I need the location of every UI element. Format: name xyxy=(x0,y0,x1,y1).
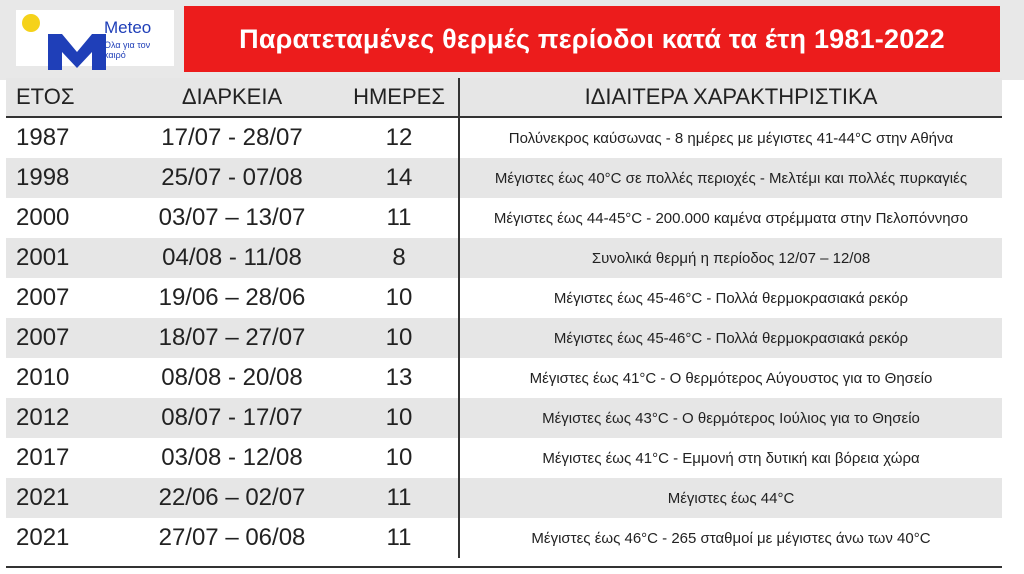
header-features: ΙΔΙΑΙΤΕΡΑ ΧΑΡΑΚΤΗΡΙΣΤΙΚΑ xyxy=(458,78,1002,116)
row-days: 11 xyxy=(386,204,412,231)
table-bottom-border xyxy=(6,566,1002,568)
row-features: Μέγιστες έως 41°C - Εμμονή στη δυτική και βόρεια χώρα xyxy=(458,438,1002,478)
table-row xyxy=(6,478,1002,518)
row-days: 13 xyxy=(385,364,413,391)
row-duration: 03/07 – 13/07 xyxy=(158,204,306,231)
table-row xyxy=(6,318,1002,358)
table-row xyxy=(6,278,1002,318)
row-features: Μέγιστες έως 40°C σε πολλές περιοχές - Μελτέμι και πολλές πυρκαγιές xyxy=(458,158,1002,198)
row-duration: 18/07 – 27/07 xyxy=(158,324,306,351)
row-days: 11 xyxy=(386,524,412,551)
row-days: 11 xyxy=(386,484,412,511)
row-duration: 04/08 - 11/08 xyxy=(162,244,302,271)
row-features: Μέγιστες έως 45-46°C - Πολλά θερμοκρασιακά ρεκόρ xyxy=(458,278,1002,318)
row-features: Πολύνεκρος καύσωνας - 8 ημέρες με μέγιστες 41-44°C στην Αθήνα xyxy=(458,118,1002,158)
header-days: ΗΜΕΡΕΣ xyxy=(353,84,445,109)
row-year: 2007 xyxy=(16,284,70,311)
row-duration: 03/08 - 12/08 xyxy=(161,444,303,471)
row-days: 10 xyxy=(385,444,413,471)
row-year: 2001 xyxy=(16,244,70,271)
header xyxy=(0,0,1024,80)
row-days: 8 xyxy=(392,244,406,271)
row-year: 2021 xyxy=(16,484,70,511)
row-features: Συνολικά θερμή η περίοδος 12/07 – 12/08 xyxy=(458,238,1002,278)
row-duration: 08/08 - 20/08 xyxy=(161,364,303,391)
row-duration: 22/06 – 02/07 xyxy=(158,484,306,511)
sun-icon xyxy=(22,14,40,32)
row-duration: 19/06 – 28/06 xyxy=(158,284,306,311)
logo-tagline: Όλα για τον καιρό xyxy=(104,40,151,60)
row-year: 2010 xyxy=(16,364,70,391)
table-row xyxy=(6,518,1002,558)
row-year: 2017 xyxy=(16,444,70,471)
meteo-m-logo-icon xyxy=(46,28,108,72)
row-duration: 27/07 – 06/08 xyxy=(158,524,306,551)
table-row xyxy=(6,238,1002,278)
row-days: 10 xyxy=(385,404,413,431)
table-row xyxy=(6,158,1002,198)
row-year: 1998 xyxy=(16,164,70,191)
row-duration: 08/07 - 17/07 xyxy=(161,404,303,431)
header-duration: ΔΙΑΡΚΕΙΑ xyxy=(181,84,283,109)
row-days: 14 xyxy=(385,164,413,191)
row-year: 2021 xyxy=(16,524,70,551)
table-header-row xyxy=(6,78,1002,118)
row-features: Μέγιστες έως 45-46°C - Πολλά θερμοκρασιακά ρεκόρ xyxy=(458,318,1002,358)
row-days: 12 xyxy=(385,124,413,151)
header-year: ΕΤΟΣ xyxy=(16,84,75,109)
table-row xyxy=(6,358,1002,398)
page-title: Παρατεταμένες θερμές περίοδοι κατά τα έτη 1981-2022 xyxy=(239,23,945,54)
logo-brand: Meteo xyxy=(104,18,152,37)
row-year: 2012 xyxy=(16,404,70,431)
row-features: Μέγιστες έως 43°C - Ο θερμότερος Ιούλιος για το Θησείο xyxy=(458,398,1002,438)
table-row xyxy=(6,438,1002,478)
heat-periods-table xyxy=(6,78,1002,558)
row-duration: 25/07 - 07/08 xyxy=(161,164,303,191)
table-row xyxy=(6,198,1002,238)
row-year: 1987 xyxy=(16,124,70,151)
row-days: 10 xyxy=(385,324,413,351)
row-year: 2000 xyxy=(16,204,70,231)
table-row xyxy=(6,398,1002,438)
meteo-logo[interactable] xyxy=(16,10,174,66)
row-days: 10 xyxy=(385,284,413,311)
row-features: Μέγιστες έως 44-45°C - 200.000 καμένα στρέμματα στην Πελοπόννησο xyxy=(458,198,1002,238)
row-features: Μέγιστες έως 44°C xyxy=(458,478,1002,518)
table-row xyxy=(6,118,1002,158)
row-year: 2007 xyxy=(16,324,70,351)
row-duration: 17/07 - 28/07 xyxy=(161,124,303,151)
title-banner xyxy=(184,6,1000,72)
row-features: Μέγιστες έως 41°C - Ο θερμότερος Αύγουστος για το Θησείο xyxy=(458,358,1002,398)
table-body xyxy=(6,118,1002,558)
row-features: Μέγιστες έως 46°C - 265 σταθμοί με μέγιστες άνω των 40°C xyxy=(458,518,1002,558)
